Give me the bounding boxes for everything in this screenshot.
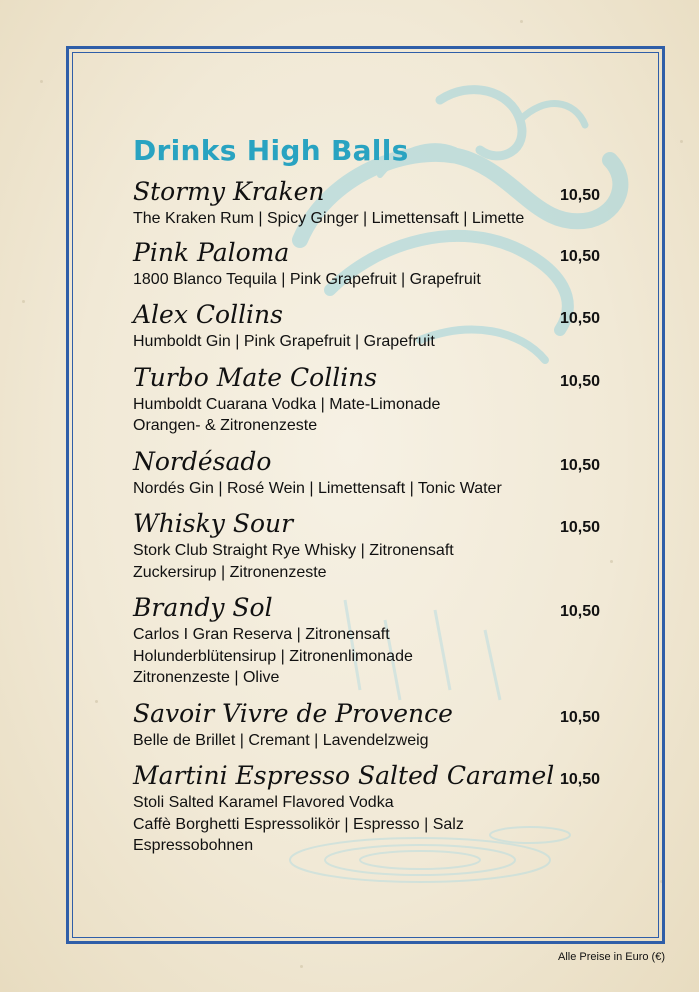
drink-ingredients: Holunderblütensirup | Zitronenlimonade xyxy=(133,647,413,665)
drink-ingredients: Belle de Brillet | Cremant | Lavendelzweig xyxy=(133,731,429,749)
drink-name: Stormy Kraken xyxy=(133,177,325,206)
menu-item xyxy=(133,760,603,857)
drink-ingredients: Humboldt Cuarana Vodka | Mate-Limonade xyxy=(133,395,441,413)
menu-item xyxy=(133,299,603,353)
drink-price: 10,50 xyxy=(559,603,600,620)
menu-item xyxy=(133,446,603,500)
drink-ingredients: 1800 Blanco Tequila | Pink Grapefruit | Grapefruit xyxy=(133,270,481,288)
menu-item xyxy=(133,362,603,437)
drink-name: Martini Espresso Salted Caramel xyxy=(133,761,555,790)
drink-name: Nordésado xyxy=(133,446,272,476)
drink-price: 10,50 xyxy=(559,771,600,788)
drink-name: Brandy Sol xyxy=(133,593,273,622)
drinks-list xyxy=(133,176,603,857)
drink-name: Turbo Mate Collins xyxy=(133,362,378,392)
drink-name: Whisky Sour xyxy=(133,509,294,538)
menu-item xyxy=(133,592,603,689)
drink-price: 10,50 xyxy=(559,187,600,204)
price-note: Alle Preise in Euro (€) xyxy=(558,951,665,963)
drink-ingredients: Carlos I Gran Reserva | Zitronensaft xyxy=(133,626,390,643)
drink-ingredients: Stork Club Straight Rye Whisky | Zitronensaft xyxy=(133,542,454,559)
menu-item xyxy=(133,698,603,752)
drink-ingredients: Stoli Salted Karamel Flavored Vodka xyxy=(133,794,394,811)
drink-ingredients: The Kraken Rum | Spicy Ginger | Limettensaft | Limette xyxy=(133,210,525,227)
paper-speck xyxy=(40,80,43,83)
drink-ingredients: Espressobohnen xyxy=(133,837,254,854)
drink-ingredients: Nordés Gin | Rosé Wein | Limettensaft | Tonic Water xyxy=(133,479,502,497)
drink-price: 10,50 xyxy=(559,519,600,536)
drink-price: 10,50 xyxy=(559,372,600,390)
paper-speck xyxy=(520,20,523,23)
drink-ingredients: Zitronenzeste | Olive xyxy=(133,669,280,686)
drink-price: 10,50 xyxy=(559,247,600,265)
drink-price: 10,50 xyxy=(559,456,600,474)
drink-ingredients: Orangen- & Zitronenzeste xyxy=(133,417,318,434)
drink-ingredients: Caffè Borghetti Espressolikör | Espresso | Salz xyxy=(133,815,464,833)
menu-item xyxy=(133,508,603,583)
drink-price: 10,50 xyxy=(559,310,600,327)
paper-speck xyxy=(22,300,25,303)
menu-title: Drinks High Balls xyxy=(133,134,409,167)
menu-item xyxy=(133,176,603,230)
drink-name: Pink Paloma xyxy=(133,237,290,267)
drink-name: Alex Collins xyxy=(133,300,283,329)
drink-name: Savoir Vivre de Provence xyxy=(133,698,453,728)
drink-ingredients: Humboldt Gin | Pink Grapefruit | Grapefruit xyxy=(133,333,435,350)
menu-item xyxy=(133,237,603,291)
drink-ingredients: Zuckersirup | Zitronenzeste xyxy=(133,563,327,581)
paper-speck xyxy=(300,965,303,968)
drink-price: 10,50 xyxy=(559,708,600,726)
paper-speck xyxy=(680,140,683,143)
